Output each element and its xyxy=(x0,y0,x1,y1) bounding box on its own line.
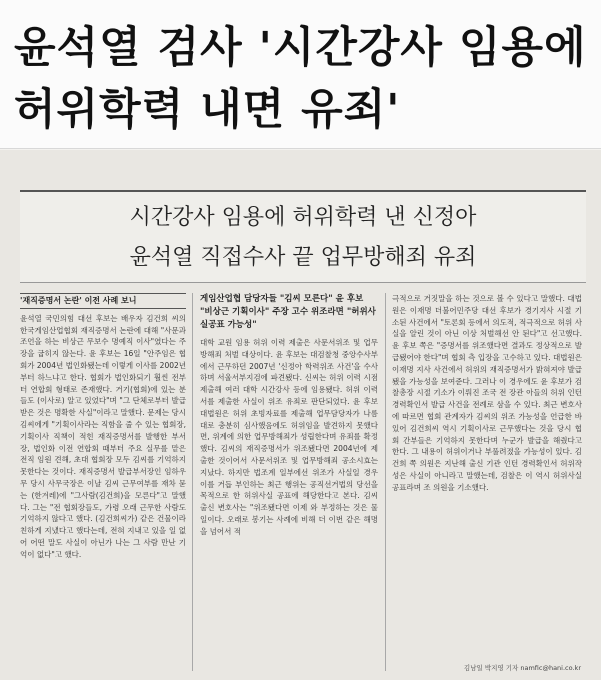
article-subhead xyxy=(20,190,586,283)
article-column-2 xyxy=(200,293,378,675)
column-2-text: 대학 교원 임용 허위 이력 제출은 사문서위조 및 업무방해죄 처벌 대상이다. 윤 후보는 대검찰청 중앙수사부에서 근무하던 2007년 '신정아 학력위조 사건'을 수사하며 서울서부지검에 파견됐다. 신씨는 허위 이력 시점 제출해 여러 대학 시간강사 등에 임용됐다. 허위 이력서를 제출한 사실이 위조 유죄로 판단되었다. 윤 후보 대법원은 허위 초빙자료를 제출해 업무담당자가 나름대로 충분히 심사했음에도 허위임을 발견하지 못했다면, 위계에 의한 업무방해죄가 성립한다며 유죄를 확정했다. 김씨의 재직증명서가 위조됐다면 2004년에 제출한 것이어서 사문서위조 및 업무방해죄 공소시효는 지났다. 하지만 법조계 일부에선 위조가 사실일 경우 이를 거듭 부인하는 최근 행위는 공직선거법의 당선을 목적으로 한 허위사실 공표에 해당한다고 본다. 김씨 출신 변호사는 "위조됐다면 이제 와 부정하는 것은 물 일이다. 오래로 봉기는 사례에 비해 더 이번 같은 해명을 넘어서 적 xyxy=(200,338,378,536)
newspaper-clipping xyxy=(0,150,601,680)
headline-line-1: 윤석열 검사 '시간강사 임용에 xyxy=(14,23,587,73)
subhead-line-2: 윤석열 직접수사 끝 업무방해죄 유죄 xyxy=(129,245,477,270)
headline-banner xyxy=(0,0,601,149)
column-3-text: 극적으로 거짓말을 하는 것으로 볼 수 있다고 말했다. 대법원은 이재명 더불어민주당 대선 후보가 경기지사 시절 기소된 사건에서 "토론회 등에서 의도적, 적극적으로 허위 사실을 알린 것이 아닌 이상 처벌해선 안 된다"고 선고했다. 윤 후보 쪽은 "증명서를 위조했다면 결과도 정상적으로 발급됐어야 한다"며 협회 측 입장을 고수하고 있다. 대법원은 이재명 지사 사건에서 허위의 재직증명서가 밝혀져야 발급됐을 가능성을 보여준다. 그러나 이 경우에도 윤 후보가 검찰총장 시절 기소가 이뤄진 조국 전 장관 아들의 허위 인턴 경력확인서 발급 사건을 전례로 삼을 수 있다. 최근 변호사에 따르면 협회 관계자가 김씨의 위조 가능성을 언급한 바 있어 김건희씨 역시 기획이사로 근무했다는 것을 당시 협회 간부들은 기억하지 못한다며 누군가 발급을 해줬다고 한다. 그 내용이 허위이거나 부풀려졌을 가능성이 있다. 김건희 쪽 의원은 지난해 출신 기관 인턴 경력확인서 허위작성은 사실이 아니라고 말했는데, 검찰은 이 역시 허위사실 공표라며 조 의원을 기소했다. xyxy=(392,294,582,492)
column-divider xyxy=(385,293,386,671)
headline-line-2: 허위학력 내면 유죄' xyxy=(14,85,401,135)
column-box-label: '재직증명서 논란' 이전 사례 보니 xyxy=(20,293,186,309)
article-column-3 xyxy=(392,293,582,675)
column-2-headline: 게임산업협 담당자들 "김씨 모른다" 윤 후보 "비상근 기획이사" 주장 고수 위조라면 "허위사실공표 가능성" xyxy=(200,294,376,330)
subhead-line-1: 시간강사 임용에 허위학력 낸 신정아 xyxy=(129,205,477,230)
byline-credit: 김남일 박지영 기자 namfic@hani.co.kr xyxy=(463,664,581,672)
column-divider xyxy=(192,293,193,671)
article-column-1 xyxy=(20,293,186,675)
column-1-text: 윤석열 국민의힘 대선 후보는 배우자 김건희 씨의 한국게임산업협회 재직증명서 논란에 대해 "사문과 조언을 하는 비상근 무보수 명예직 이사"였다는 주장을 굽히지 않는다. 윤 후보는 16일 "안주임은 협회가 2004년 법인화됐는데 이렇게 이사를 2002년부터 하느냐고 한다. 협회가 법인화되기 훨씬 전부터 연합회 형태로 존재했다. 거기(협회)에 있는 분들도 (이사로) 알고 있었다"며 "그 단체로부터 발급받은 것은 명확한 사실"이라고 말했다. 문제는 당시 김씨에게 "기획이사라는 직함을 줄 수 있는 협회장, 기획이사 직책이 적힌 재직증명서를 발행한 부서장, 법인화 이전 연합회 때부터 주요 실무를 맡은 전직 임원 견해, 초대 협회장 모두 김씨를 기억하지 못한다는 것이다. 재직증명서 발급부서장인 임하우무 당시 사무국장은 이날 김씨 근무여부를 재차 묻는 (한겨레)에 "그사람(김건희)을 모른다"고 말했다. 그는 "전 협회장들도, 가령 오래 근무한 사람도 기억하지 않다고 했다. (김건희씨가) 같은 건물이라 친하게 지냈다고 했다는데, 전혀 지내고 있을 일 없어 어떤 말도 사실이 아닌가 나는 그 사람 만난 기억이 없다"고 했다. xyxy=(20,313,186,559)
